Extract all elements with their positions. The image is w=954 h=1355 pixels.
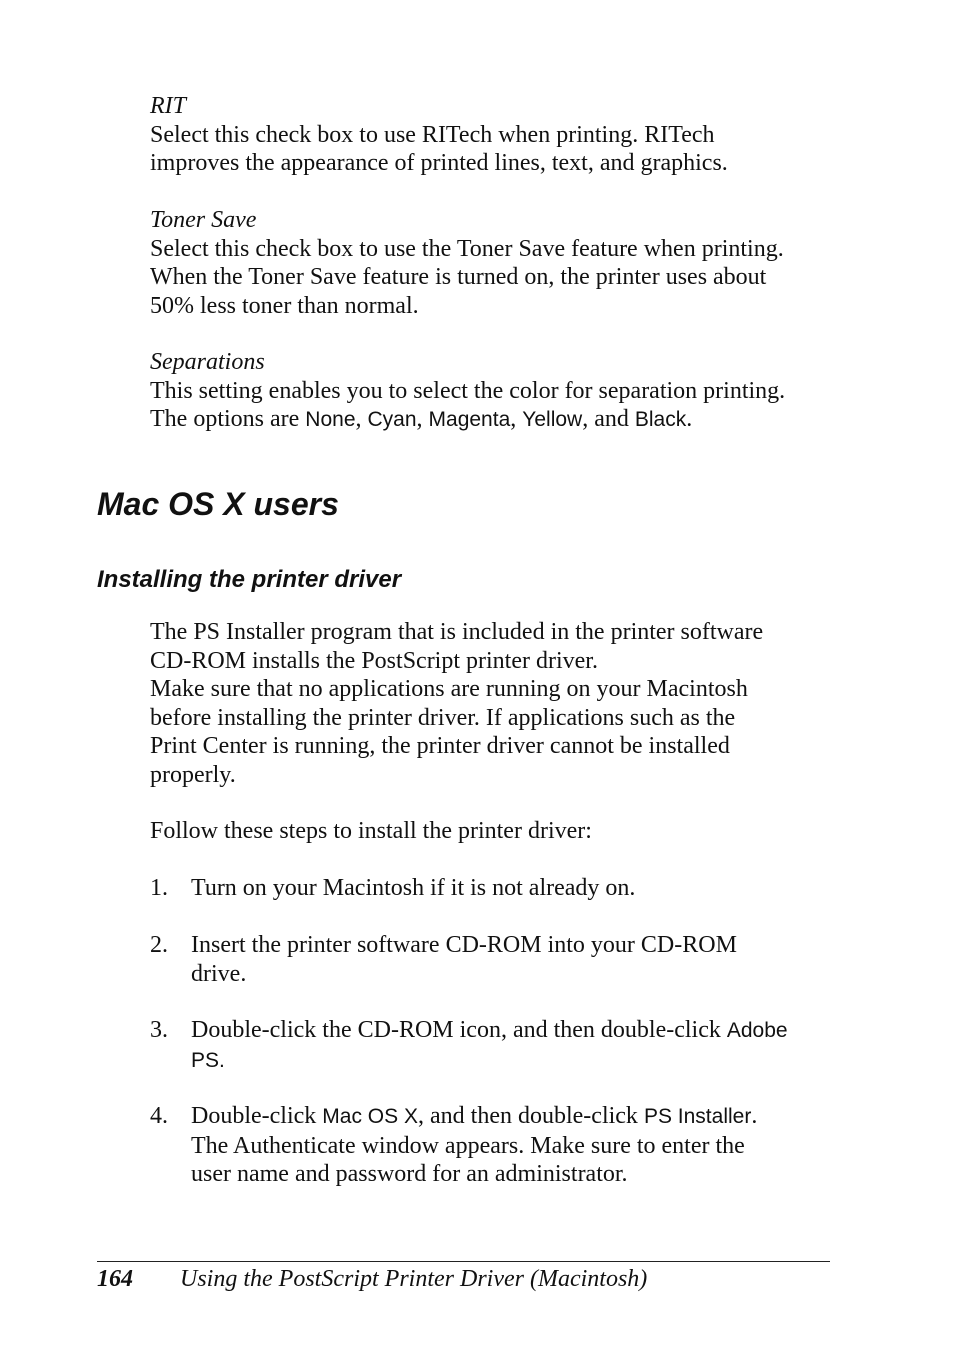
period: . <box>751 1103 758 1129</box>
footer-rule <box>97 1261 830 1262</box>
follow-line: Follow these steps to install the printer driver: <box>150 818 592 844</box>
rit-term: RIT <box>150 93 186 119</box>
intro-line-1: The PS Installer program that is included in the printer software <box>150 619 764 645</box>
separator: , <box>510 406 523 432</box>
follow-steps-text <box>150 817 840 846</box>
step-3-line-2 <box>191 1046 841 1076</box>
step-text <box>191 1102 841 1189</box>
rit-desc-line-1: Select this check box to use RITech when printing. RITech <box>150 121 715 148</box>
toner-save-section <box>150 206 840 320</box>
ui-label-ps: PS <box>191 1048 220 1072</box>
intro-line-2: CD-ROM installs the PostScript printer driver. <box>150 647 598 674</box>
toner-save-term: Toner Save <box>150 207 257 233</box>
intro-paragraph <box>150 618 840 789</box>
step-1-line-1: Turn on your Macintosh if it is not already on. <box>191 875 636 901</box>
intro-line-3: Make sure that no applications are running on your Macintosh <box>150 676 748 702</box>
step-4-line-2: The Authenticate window appears. Make sure to enter the <box>191 1132 745 1159</box>
step-text <box>191 874 841 903</box>
step-number: 2. <box>150 932 168 958</box>
step-3-line-1 <box>191 1016 841 1046</box>
subsection-heading: Installing the printer driver <box>97 566 402 593</box>
separations-prefix: The options are <box>150 406 306 432</box>
separations-line-2 <box>150 405 840 435</box>
page-number: 164 <box>97 1266 133 1292</box>
separations-section <box>150 348 840 435</box>
step-4-line-1 <box>191 1102 841 1132</box>
option-magenta: Magenta <box>428 408 511 431</box>
separator: , <box>355 406 368 432</box>
period: . <box>219 1048 225 1072</box>
section-heading: Mac OS X users <box>97 486 339 522</box>
separations-term: Separations <box>150 349 265 375</box>
step-4-line-3: user name and password for an administrator. <box>191 1161 628 1187</box>
step-4-pre: Double-click <box>191 1103 323 1129</box>
step-number: 1. <box>150 875 168 901</box>
intro-line-5: Print Center is running, the printer driver cannot be installed <box>150 733 730 759</box>
separations-line-1: This setting enables you to select the color for separation printing. <box>150 377 786 404</box>
ui-label-adobe: Adobe <box>726 1019 788 1042</box>
step-number: 3. <box>150 1017 168 1043</box>
step-2-line-1: Insert the printer software CD-ROM into your CD-ROM <box>191 932 737 958</box>
step-number: 4. <box>150 1103 168 1129</box>
footer-title: Using the PostScript Printer Driver (Macintosh) <box>180 1266 648 1292</box>
ui-label-ps-installer: PS Installer <box>643 1105 752 1128</box>
separator-and: , and <box>582 406 635 432</box>
intro-line-6: properly. <box>150 761 236 788</box>
step-3-pre: Double-click the CD-ROM icon, and then double-click <box>191 1017 727 1043</box>
step-text <box>191 931 841 988</box>
option-cyan: Cyan <box>367 408 417 431</box>
step-4-mid: , and then double-click <box>418 1103 644 1129</box>
intro-line-4: before installing the printer driver. If applications such as the <box>150 704 736 731</box>
rit-section <box>150 92 840 178</box>
ui-label-mac-os-x: Mac OS X <box>322 1105 418 1128</box>
toner-desc-line-1: Select this check box to use the Toner Save feature when printing. <box>150 235 784 262</box>
period: . <box>686 406 693 432</box>
option-none: None <box>305 408 356 431</box>
toner-desc-line-3: 50% less toner than normal. <box>150 292 419 319</box>
option-black: Black <box>634 408 687 431</box>
toner-desc-line-2: When the Toner Save feature is turned on, the printer uses about <box>150 264 767 290</box>
separator: , <box>416 406 429 432</box>
step-2-line-2: drive. <box>191 960 247 987</box>
rit-desc-line-2: improves the appearance of printed lines, text, and graphics. <box>150 150 728 176</box>
step-text <box>191 1016 841 1075</box>
option-yellow: Yellow <box>522 408 583 431</box>
